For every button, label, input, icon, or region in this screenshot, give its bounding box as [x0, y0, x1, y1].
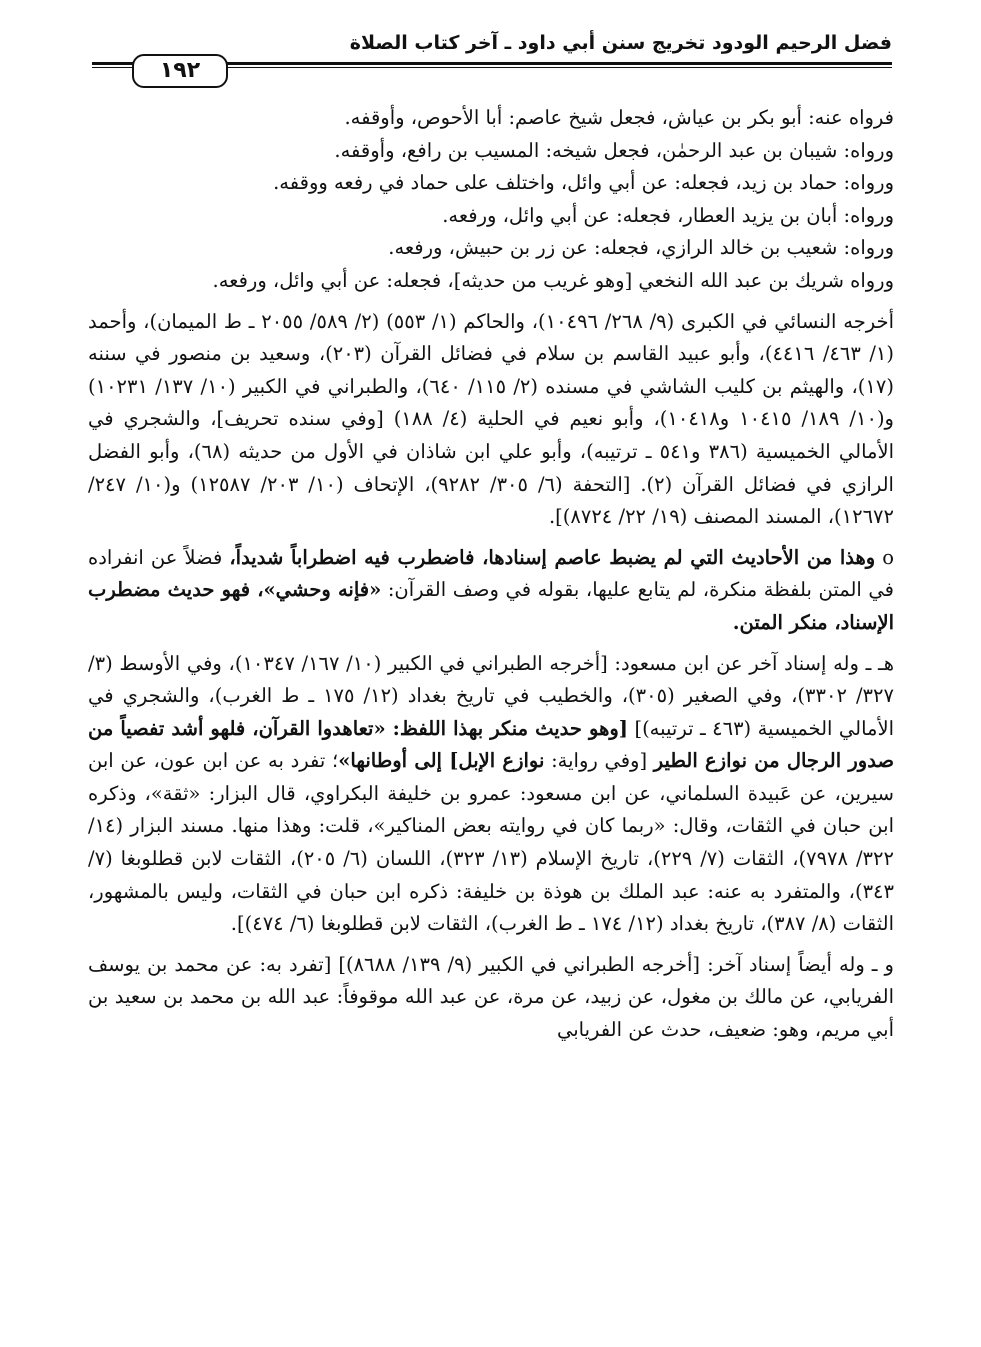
- bold-text: «فإنه وحشي»، فهو حديث مضطرب الإسناد، منكر المتن.: [88, 578, 894, 634]
- paragraph-2: ورواه: شيبان بن عبد الرحمٰن، فجعل شيخه: المسيب بن رافع، وأوقفه.: [334, 138, 894, 162]
- running-title: فضل الرحيم الودود تخريج سنن أبي داود ـ آخر كتاب الصلاة: [349, 32, 892, 54]
- plain-text: [وفي رواية:: [551, 749, 648, 773]
- paragraph-8: [88, 542, 894, 640]
- plain-text: هـ ـ وله إسناد آخر عن ابن مسعود: [أخرجه الطبراني في الكبير (١٠/ ١٦٧/ ١٠٣٤٧)، وفي الأوسط (٣/ ٣٢٧/ ٣٣٠٢)، وفي الصغير (٣٠٥)، والخطيب في تاريخ بغداد (١٢/ ١٧٥ ـ ط الغرب)، والشجري في الأمالي الخميسية (٤٦٣ ـ ترتيبه)]: [88, 651, 895, 740]
- paragraph-10: و ـ وله أيضاً إسناد آخر: [أخرجه الطبراني في الكبير (٩/ ١٣٩/ ٨٦٨٨)] [تفرد به: عن محمد بن يوسف الفريابي، عن مالك بن مغول، عن زبيد، عن مرة، عن عبد الله موقوفاً: عبد الله بن محمد بن سعيد بن أبي مريم، وهو: ضعيف، حدث عن الفريابي: [88, 952, 894, 1042]
- page-header: [92, 30, 892, 90]
- paragraph-6: ورواه شريك بن عبد الله النخعي [وهو غريب من حديثه]، فجعله: عن أبي وائل، ورفعه.: [212, 268, 894, 292]
- paragraph-4: ورواه: أبان بن يزيد العطار، فجعله: عن أبي وائل، ورفعه.: [442, 203, 894, 227]
- spacer: [88, 640, 894, 648]
- bold-text: وهذا من الأحاديث التي لم يضبط عاصم إسنادها، فاضطرب فيه اضطراباً شديداً،: [229, 545, 876, 569]
- bold-text: [وهو حديث منكر بهذا اللفظ: «تعاهدوا القرآن، فلهو أشد تفصياً من صدور الرجال من نوازع الطير: [88, 716, 895, 773]
- paragraph-5: ورواه: شعيب بن خالد الرازي، فجعله: عن زر بن حبيش، ورفعه.: [388, 236, 894, 260]
- bold-text: نوازع الإبل] إلى أوطانها»: [338, 749, 545, 773]
- paragraph-7: أخرجه النسائي في الكبرى (٩/ ٢٦٨/ ١٠٤٩٦)، والحاكم (١/ ٥٥٣) (٢/ ٥٨٩/ ٢٠٥٥ ـ ط الميمان)، وأحمد (١/ ٤٦٣/ ٤٤١٦)، وأبو عبيد القاسم بن سلام في فضائل القرآن (٢٠٣)، وسعيد بن منصور في سننه (١٧)، والهيثم بن كليب الشاشي في مسنده (٢/ ١١٥/ ٦٤٠)، والطبراني في الكبير (١٠/ ١٣٧/ ١٠٢٣١) و(١٠/ ١٨٩/ ١٠٤١٥ و١٠٤١٨)، وأبو نعيم في الحلية (٤/ ١٨٨) [وفي سنده تحريف]، والشجري في الأمالي الخميسية (٣٨٦ و٥٤١ ـ ترتيبه)، وأبو علي ابن شاذان في الأول من حديثه (٦٨)، وأبو الفضل الرازي في فضائل القرآن (٢). [التحفة (٦/ ٣٠٥/ ٩٢٨٢)، الإتحاف (١٠/ ٢٠٣/ ١٢٥٨٧) و(١٠/ ٢٤٧/ ١٢٦٧٢)، المسند المصنف (١٩/ ٢٢/ ٨٧٢٤)].: [88, 309, 894, 529]
- paragraph-9: [88, 648, 894, 941]
- spacer: [88, 941, 894, 949]
- paragraph-1: فرواه عنه: أبو بكر بن عياش، فجعل شيخ عاصم: أبا الأحوص، وأوقفه.: [344, 106, 894, 129]
- bullet-marker: o: [882, 545, 895, 569]
- page-body: [88, 102, 894, 1047]
- spacer: [88, 534, 894, 542]
- page-number: ١٩٢: [132, 54, 228, 88]
- spacer: [88, 298, 894, 306]
- paragraph-3: ورواه: حماد بن زيد، فجعله: عن أبي وائل، واختلف على حماد في رفعه ووقفه.: [273, 171, 894, 195]
- plain-text: ؛ تفرد به عن ابن عون، عن ابن سيرين، عن عَبيدة السلماني، عن ابن مسعود: عمرو بن خليفة البكراوي، قال البزار: «ثقة»، وذكره ابن حبان في الثقات، وقال: «ربما كان في روايته بعض المناكير»، قلت: وهذا منها. مسند البزار (١٤/ ٣٢٢/ ٧٩٧٨)، الثقات (٧/ ٢٢٩)، تاريخ الإسلام (١٣/ ٣٢٣)، اللسان (٦/ ٢٠٥)، الثقات لابن قطلوبغا (٧/ ٣٤٣)، والمتفرد به عنه: عبد الملك بن هوذة بن خليفة: ذكره ابن حبان في الثقات، وليس بالمشهور، الثقات (٨/ ٣٨٧)، تاريخ بغداد (١٢/ ١٧٤ ـ ط الغرب)، الثقات لابن قطلوبغا (٦/ ٤٧٤)].: [88, 749, 894, 936]
- plain-text: فضلاً عن انفراده في المتن بلفظة منكرة، لم يتابع عليها، بقوله في وصف القرآن:: [88, 545, 894, 602]
